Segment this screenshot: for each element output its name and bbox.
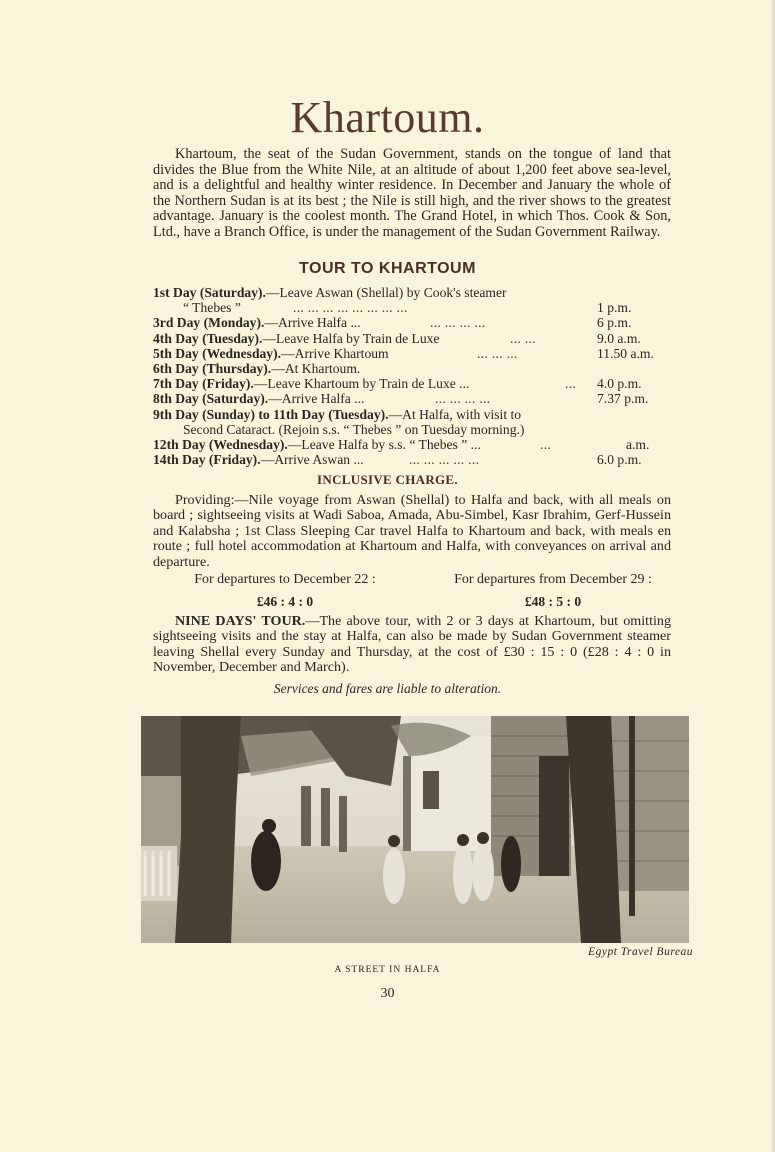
providing-paragraph: Providing:—Nile voyage from Aswan (Shellal) to Halfa and back, with all meals on board ; sightseeing visits at Wadi Saboa, Amada, Abu-Simbel, Kasr Ibrahim, Gerf-Hussein and Kalabsha ; 1st Class Sleeping Car travel Halfa to Khartoum and back, with meals en route ; full hotel accommodation at Khartoum and Halfa, with conveyances on arrival and departure. [153,492,671,570]
itinerary-day: 7th Day (Friday). [153,376,254,392]
itinerary-day: 8th Day (Saturday). [153,391,269,407]
itinerary-time: 6.0 p.m. [597,452,642,468]
itinerary-text: —Arrive Aswan ... [260,452,364,468]
itinerary-text: “ Thebes ” [183,300,241,316]
leader-dots: ... [565,376,577,392]
itinerary-row [153,300,673,315]
itinerary-text: —Leave Khartoum by Train de Luxe ... [253,376,470,392]
itinerary-day: 9th Day (Sunday) to 11th Day (Tuesday). [153,406,389,422]
inclusive-heading: INCLUSIVE CHARGE. [317,472,458,487]
tour-heading: TOUR TO KHARTOUM [299,260,476,277]
leader-dots: ... ... ... ... ... [409,452,480,468]
itinerary-row [153,285,673,300]
itinerary-text: —Leave Halfa by Train de Luxe [262,330,440,346]
itinerary-row [153,331,673,346]
departure-price: £46 : 4 : 0 [256,594,314,609]
itinerary-text: —At Halfa, with visit to [388,406,522,422]
nine-days-text: —The above tour, with 2 or 3 days at Khartoum, but omitting sightseeing visits and the stay at Halfa, can also be made by Sudan Government steamer leaving Shellal every Sunday and Thursday, at the cost of £30 : 15 : 0 (£28 : 4 : 0 in November, December and March). [153,613,672,676]
itinerary-row [153,315,673,330]
itinerary-row [153,452,673,467]
itinerary-row [153,437,673,452]
photo-credit: Egypt Travel Bureau [588,946,693,958]
itinerary-day: 14th Day (Friday). [153,452,261,468]
nine-days-paragraph [153,614,671,676]
fares-notice: Services and fares are liable to alteration. [273,681,502,696]
itinerary-text: —Arrive Halfa ... [264,315,361,331]
itinerary-time: 7.37 p.m. [597,391,649,407]
itinerary-text: —At Khartoum. [271,360,361,376]
page-number: 30 [380,986,395,1001]
itinerary-text: —Arrive Khartoum [281,345,389,361]
itinerary-time: 4.0 p.m. [597,376,642,392]
itinerary-time: 6 p.m. [597,315,632,331]
itinerary-row [153,346,673,361]
itinerary-text: Second Cataract. (Rejoin s.s. “ Thebes ” on Tuesday morning.) [183,421,525,437]
departure-option [423,572,683,610]
itinerary-row [153,422,673,437]
itinerary-day: 6th Day (Thursday). [153,360,272,376]
itinerary-day: 3rd Day (Monday). [153,315,265,331]
itinerary-day: 4th Day (Tuesday). [153,330,263,346]
departure-option [165,572,405,610]
leader-dots: ... ... ... ... [430,315,486,331]
itinerary-day: 1st Day (Saturday). [153,285,266,300]
leader-dots: ... ... ... ... [435,391,491,407]
itinerary-time: a.m. [626,436,650,452]
itinerary [153,285,673,467]
street-photo-image [141,716,689,943]
itinerary-row [153,391,673,406]
itinerary-time: 11.50 a.m. [597,345,654,361]
itinerary-text: —Leave Aswan (Shellal) by Cook's steamer [265,285,507,300]
itinerary-time: 9.0 a.m. [597,330,641,346]
leader-dots: ... [540,436,552,452]
departure-price: £48 : 5 : 0 [524,594,582,609]
itinerary-time: 1 p.m. [597,300,632,316]
itinerary-text: —Arrive Halfa ... [268,391,365,407]
intro-paragraph: Khartoum, the seat of the Sudan Government, stands on the tongue of land that divides the Blue from the White Nile, at an altitude of about 1,200 feet above sea-level, and is a delightful and healthy winter residence. In December and January the whole of the Northern Sudan is at its best ; the Nile is still high, and the river shows to the greatest advantage. January is the coolest month. The Grand Hotel, in which Thos. Cook & Son, Ltd., have a Branch Office, is under the management of the Sudan Government Railway. [153,146,671,240]
itinerary-text: —Leave Halfa by s.s. “ Thebes ” ... [287,436,481,452]
street-photo [141,716,689,943]
departure-label: For departures to December 22 : [194,572,376,587]
itinerary-row [153,376,673,391]
itinerary-row [153,361,673,376]
photo-caption: A STREET IN HALFA [334,965,441,975]
leader-dots: ... ... ... ... ... ... ... ... [293,300,408,316]
itinerary-day: 5th Day (Wednesday). [153,345,282,361]
leader-dots: ... ... ... [477,345,518,361]
page-title: Khartoum. [290,93,485,142]
nine-days-heading: NINE DAYS' TOUR. [175,613,306,629]
itinerary-row [153,407,673,422]
departure-label: For departures from December 29 : [454,572,652,587]
itinerary-day: 12th Day (Wednesday). [153,436,288,452]
leader-dots: ... ... [510,330,536,346]
